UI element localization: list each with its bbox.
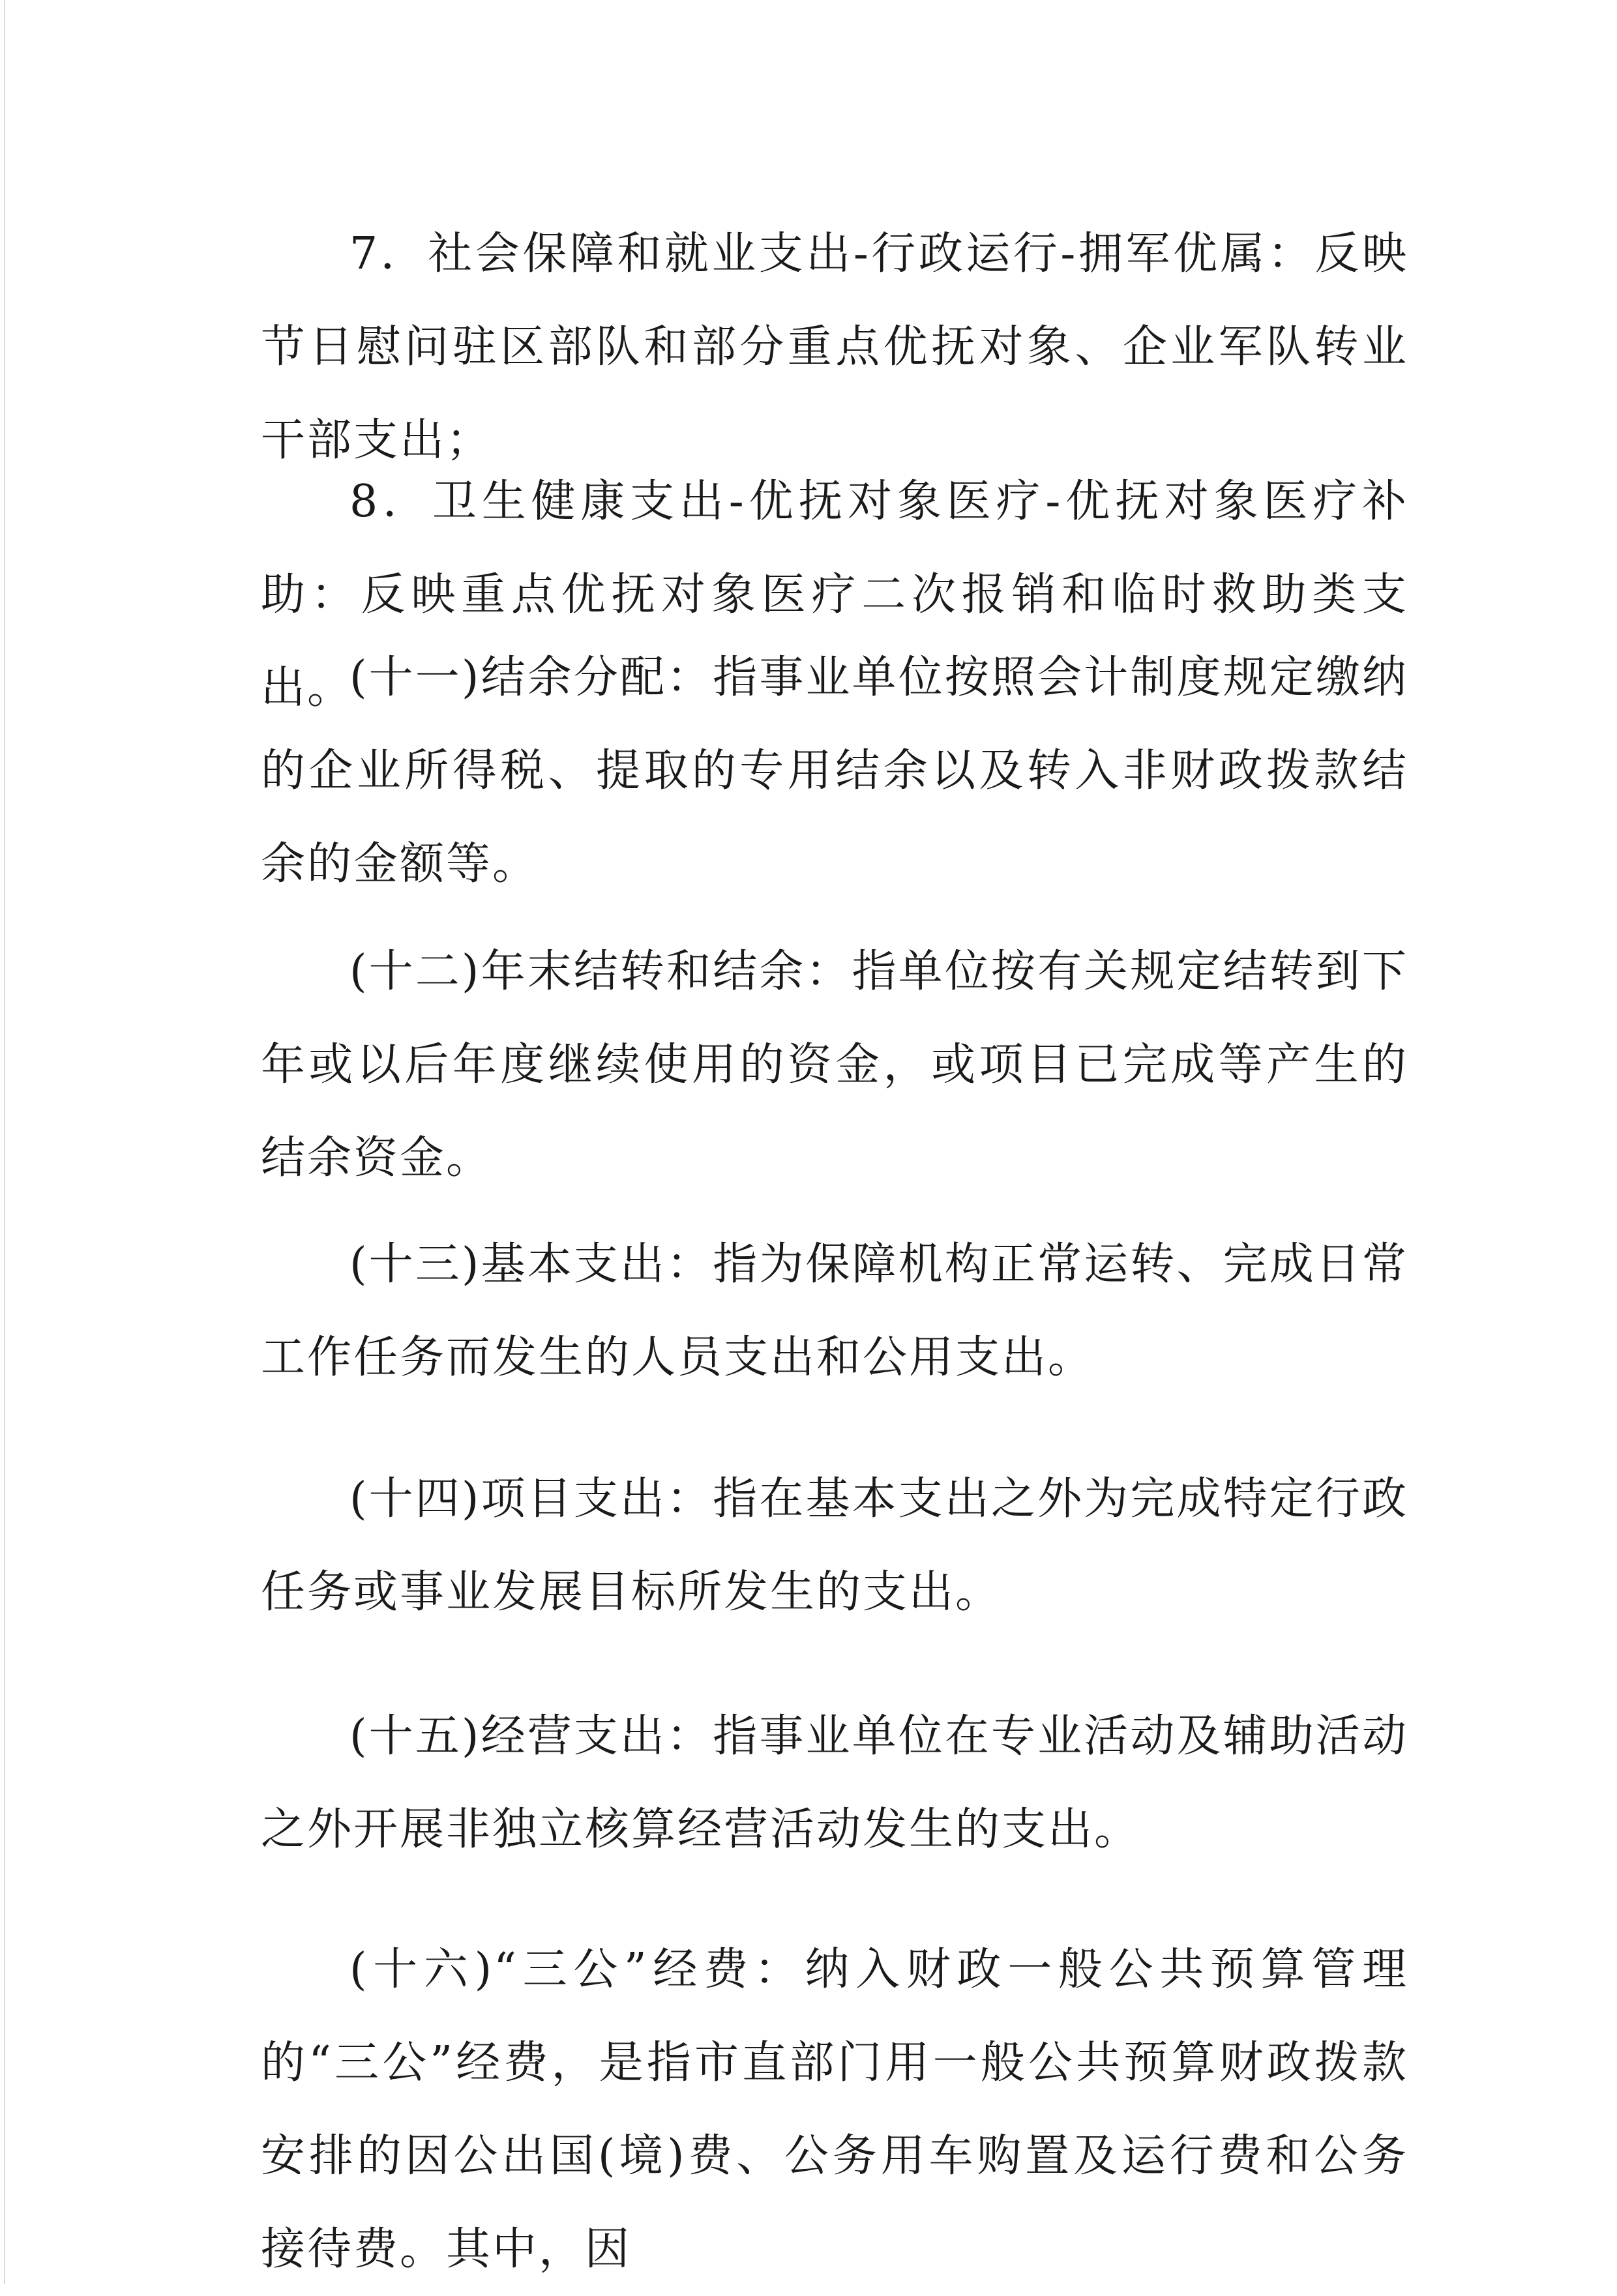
paragraph-military-support: 7．社会保障和就业支出-行政运行-拥军优属：反映节日慰问驻区部队和部分重点优抚对象、企业军队转业干部支出；	[261, 228, 1408, 466]
paragraph-surplus-distribution: (十一)结余分配：指事业单位按照会计制度规定缴纳的企业所得税、提取的专用结余以及转入非财政拨款结余的金额等。	[261, 652, 1408, 890]
paragraph-medical-subsidy: 8．卫生健康支出-优抚对象医疗-优抚对象医疗补助：反映重点优抚对象医疗二次报销和临时救助类支出。	[261, 476, 1408, 714]
paragraph-operating-expenditure: (十五)经营支出：指事业单位在专业活动及辅助活动之外开展非独立核算经营活动发生的支出。	[261, 1711, 1408, 1855]
paragraph-three-public-expenses: (十六)“三公”经费：纳入财政一般公共预算管理的“三公”经费，是指市直部门用一般公共预算财政拨款安排的因公出国(境)费、公务用车购置及运行费和公务接待费。其中，因	[261, 1944, 1408, 2275]
scan-edge-line	[4, 0, 5, 2284]
paragraph-basic-expenditure: (十三)基本支出：指为保障机构正常运转、完成日常工作任务而发生的人员支出和公用支出。	[261, 1239, 1408, 1383]
paragraph-year-end-carryover: (十二)年末结转和结余：指单位按有关规定结转到下年或以后年度继续使用的资金，或项目已完成等产生的结余资金。	[261, 946, 1408, 1184]
paragraph-project-expenditure: (十四)项目支出：指在基本支出之外为完成特定行政任务或事业发展目标所发生的支出。	[261, 1473, 1408, 1618]
